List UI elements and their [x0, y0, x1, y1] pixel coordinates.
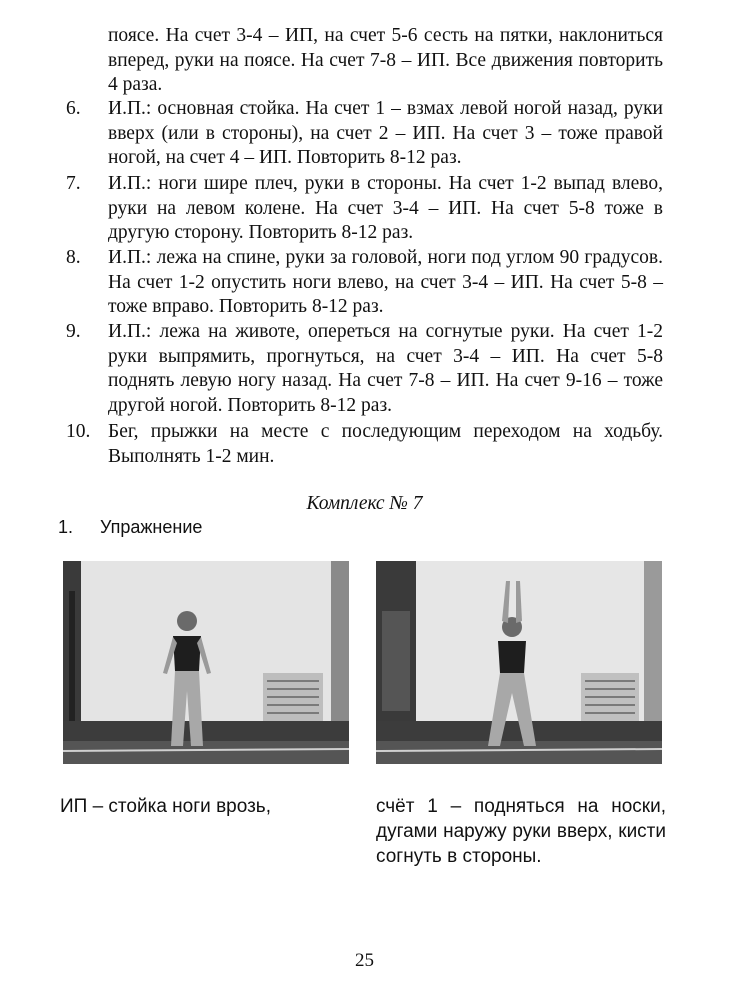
item-text: И.П.: ноги шире плеч, руки в стороны. На счет 1-2 выпад влево, руки на левом колене. На счет 3-4 – ИП. На счет 5-8 тоже в другую сторону. Повторить 8-12 раз. — [108, 173, 663, 243]
complex-heading: Комплекс № 7 — [306, 493, 423, 514]
list-item-7 — [66, 172, 663, 246]
item-text: И.П.: основная стойка. На счет 1 – взмах левой ногой назад, руки вверх (или в стороны), на счет 2 – ИП. На счет 3 – тоже правой ногой, на счет 4 – ИП. Повторить 8-12 раз. — [108, 98, 663, 168]
exercise-label — [58, 517, 202, 538]
page-number: 25 — [355, 950, 374, 971]
exercise-number: 1. — [58, 517, 74, 537]
caption-start-position: ИП – стойка ноги врозь, — [60, 796, 271, 817]
list-item-6 — [66, 97, 663, 171]
item-number: 10. — [66, 421, 91, 442]
list-item-9 — [66, 320, 663, 418]
list-item-8 — [66, 246, 663, 320]
item-number: 7. — [66, 173, 81, 194]
item-text: И.П.: лежа на спине, руки за головой, ноги под углом 90 градусов. На счет 1-2 опустить ноги влево, на счет 3-4 – ИП. На счет 5-8 – тоже вправо. Повторить 8-12 раз. — [108, 247, 663, 317]
item-number: 8. — [66, 247, 81, 268]
exercise-title: Упражнение — [100, 517, 203, 537]
exercise-photo-raised — [376, 561, 662, 764]
intro-paragraph: поясе. На счет 3-4 – ИП, на счет 5-6 сесть на пятки, наклониться вперед, руки на поясе. На счет 7-8 – ИП. Все движения повторить 4 раза. — [108, 25, 663, 95]
item-number: 9. — [66, 321, 81, 342]
item-text: Бег, прыжки на месте с последующим переходом на ходьбу. Выполнять 1-2 мин. — [108, 421, 663, 467]
item-number: 6. — [66, 98, 81, 119]
item-text: И.П.: лежа на животе, опереться на согнутые руки. На счет 1-2 руки выпрямить, прогнуться, на счет 3-4 – ИП. На счет 5-8 поднять левую ногу назад. На счет 7-8 – ИП. На счет 9-16 – тоже другой ногой. Повторить 8-12 раз. — [108, 321, 663, 416]
list-item-10 — [66, 420, 663, 469]
caption-count-one: счёт 1 – подняться на носки, дугами наружу руки вверх, кисти согнуть в стороны. — [376, 796, 666, 867]
exercise-photo-start — [63, 561, 349, 764]
